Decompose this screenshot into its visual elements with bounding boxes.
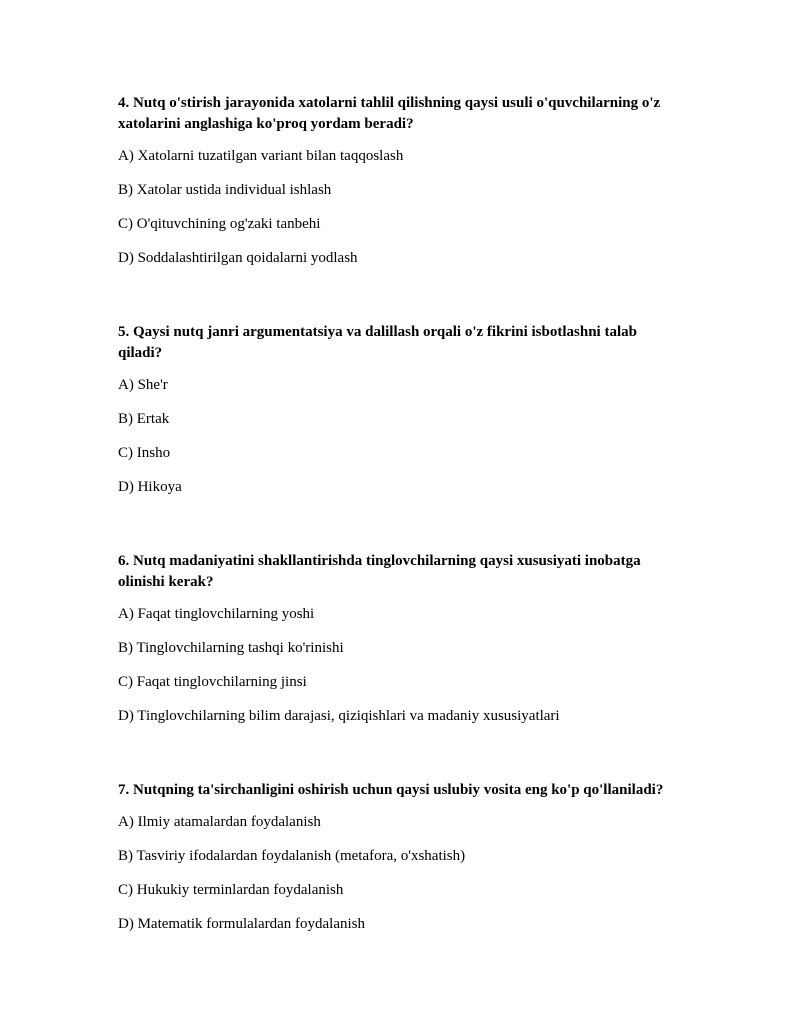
- option-b: B) Tasviriy ifodalardan foydalanish (metafora, o'xshatish): [118, 848, 466, 864]
- option-b: B) Tinglovchilarning tashqi ko'rinishi: [118, 640, 344, 656]
- option-a: A) Ilmiy atamalardan foydalanish: [118, 814, 321, 830]
- document-page: [118, 93, 678, 948]
- option-d: D) Tinglovchilarning bilim darajasi, qiziqishlari va madaniy xususiyatlari: [118, 708, 560, 724]
- option-d: D) Soddalashtirilgan qoidalarni yodlash: [118, 250, 358, 266]
- option-d: D) Hikoya: [118, 479, 182, 495]
- option-a: A) Xatolarni tuzatilgan variant bilan taqqoslash: [118, 148, 404, 164]
- option-b: B) Xatolar ustida individual ishlash: [118, 182, 332, 198]
- option-d: D) Matematik formulalardan foydalanish: [118, 916, 366, 932]
- option-a: A) Faqat tinglovchilarning yoshi: [118, 606, 315, 622]
- option-a: A) She'r: [118, 377, 168, 393]
- question-spacer: [118, 511, 678, 551]
- question-title: 7. Nutqning ta'sirchanligini oshirish uchun qaysi uslubiy vosita eng ko'p qo'llaniladi?: [118, 782, 664, 798]
- question-4: [118, 93, 678, 269]
- option-c: C) Insho: [118, 445, 171, 461]
- question-title: 4. Nutq o'stirish jarayonida xatolarni tahlil qilishning qaysi usuli o'quvchilarning o'z xatolarini anglashiga ko'proq yordam beradi?: [118, 95, 661, 132]
- question-spacer: [118, 740, 678, 780]
- question-7: [118, 780, 678, 935]
- question-title: 5. Qaysi nutq janri argumentatsiya va dalillash orqali o'z fikrini isbotlashni talab qiladi?: [118, 324, 637, 361]
- question-title: 6. Nutq madaniyatini shakllantirishda tinglovchilarning qaysi xususiyati inobatga olinishi kerak?: [118, 553, 641, 590]
- question-spacer: [118, 282, 678, 322]
- option-c: C) O'qituvchining og'zaki tanbehi: [118, 216, 321, 232]
- option-c: C) Faqat tinglovchilarning jinsi: [118, 674, 307, 690]
- question-5: [118, 322, 678, 498]
- question-6: [118, 551, 678, 727]
- option-c: C) Hukukiy terminlardan foydalanish: [118, 882, 344, 898]
- option-b: B) Ertak: [118, 411, 170, 427]
